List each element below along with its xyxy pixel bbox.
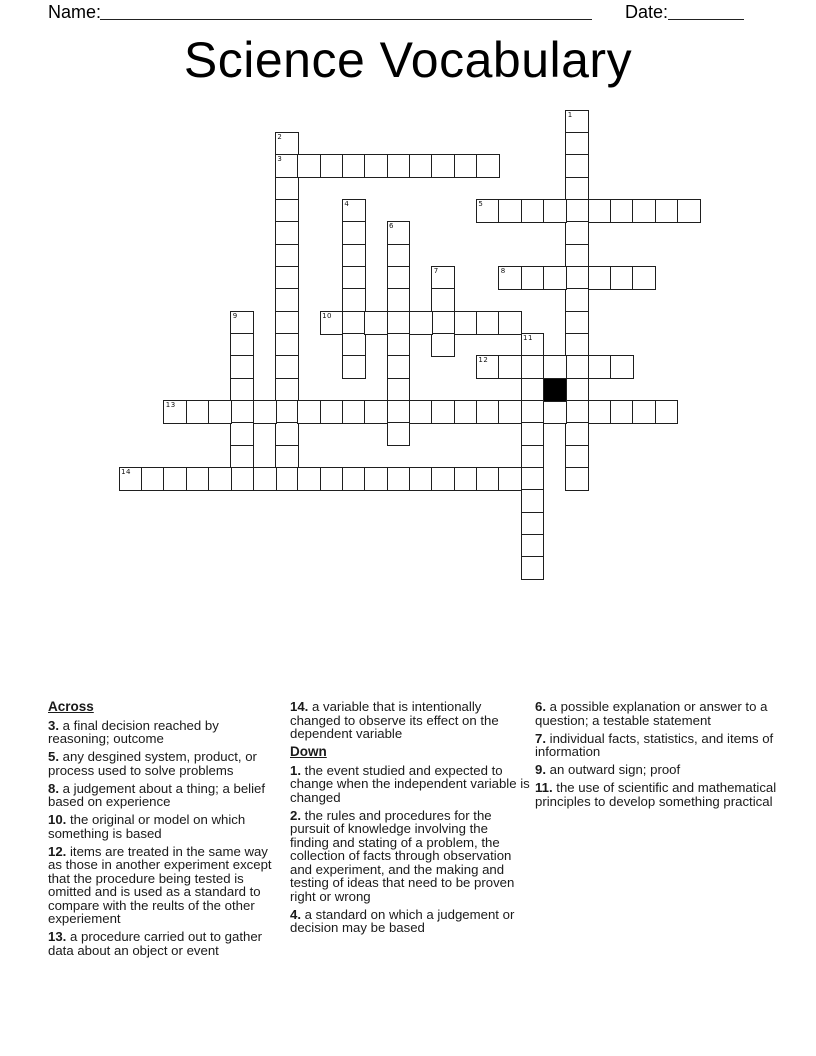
grid-cell[interactable] xyxy=(521,355,545,379)
grid-cell[interactable] xyxy=(476,467,500,491)
grid-cell[interactable] xyxy=(230,333,254,357)
cell-number: 12 xyxy=(478,356,489,365)
grid-cell[interactable] xyxy=(498,355,522,379)
page-title: Science Vocabulary xyxy=(183,32,633,88)
grid-cell[interactable] xyxy=(387,288,411,312)
grid-cell[interactable] xyxy=(565,266,589,290)
grid-cell[interactable] xyxy=(275,355,299,379)
grid-cell[interactable] xyxy=(431,154,455,178)
clue-across-12: 12. items are treated in the same way as those in another experiment except that the procedure being tested is omitted and is used as a standard to compare with the reults of the other experiement xyxy=(48,843,272,926)
grid-cell[interactable] xyxy=(119,467,143,491)
grid-cell[interactable] xyxy=(275,199,299,223)
grid-cell[interactable] xyxy=(521,534,545,558)
grid-cell[interactable] xyxy=(521,556,545,580)
clue-number: 3. xyxy=(48,717,63,733)
date-label: Date: xyxy=(625,2,669,22)
grid-cell[interactable] xyxy=(565,244,589,268)
clue-down-9: 9. an outward sign; proof xyxy=(535,762,681,777)
across-header: Across xyxy=(48,699,94,714)
clue-down-2: 2. the rules and procedures for the pursuit of knowledge involving the finding and stating of a problem, the collection of facts through observation and experiment, and the making and testing of ideas that need to be proven right or wrong xyxy=(290,807,515,904)
clue-number: 10. xyxy=(48,812,70,827)
grid-cell[interactable] xyxy=(275,333,299,357)
clue-across-13: 13. a procedure carried out to gather data about an object or event xyxy=(48,929,263,958)
grid-cell[interactable] xyxy=(364,467,388,491)
grid-cell[interactable] xyxy=(208,467,232,491)
grid-cell[interactable] xyxy=(543,400,567,424)
grid-cell[interactable] xyxy=(186,400,210,424)
clues-column-2 xyxy=(290,700,530,939)
grid-cell[interactable] xyxy=(297,400,321,424)
grid-cell[interactable] xyxy=(409,311,433,335)
clue-number: 13. xyxy=(48,929,70,944)
grid-cell[interactable] xyxy=(409,467,433,491)
grid-cell[interactable] xyxy=(476,400,500,424)
grid-cell[interactable] xyxy=(565,378,589,402)
grid-cell[interactable] xyxy=(342,288,366,312)
cell-number: 9 xyxy=(232,311,238,320)
grid-cell[interactable] xyxy=(521,199,545,223)
clue-number: 12. xyxy=(48,843,70,859)
grid-cell[interactable] xyxy=(387,333,411,357)
cell-number: 11 xyxy=(523,334,533,343)
grid-cell[interactable] xyxy=(387,244,411,268)
grid-cell[interactable] xyxy=(342,355,366,379)
cell-number: 6 xyxy=(389,222,395,231)
cell-number: 13 xyxy=(165,401,176,410)
grid-cell[interactable] xyxy=(230,467,254,491)
clue-down-1: 1. the event studied and expected to change when the independent variable is changed xyxy=(290,762,530,805)
grid-cell[interactable] xyxy=(498,266,522,290)
grid-cell[interactable] xyxy=(476,199,500,223)
grid-cell[interactable] xyxy=(543,199,567,223)
grid-cell[interactable] xyxy=(275,177,299,201)
grid-cell[interactable] xyxy=(387,221,411,245)
grid-cell-black xyxy=(543,378,567,402)
clue-across-3: 3. a final decision reached by reasoning; outcome xyxy=(48,717,219,746)
grid-cell[interactable] xyxy=(565,445,589,469)
clue-number: 7. xyxy=(535,730,550,746)
cell-number: 5 xyxy=(478,200,484,209)
grid-cell[interactable] xyxy=(565,221,589,245)
grid-cell[interactable] xyxy=(565,422,589,446)
grid-cell[interactable] xyxy=(431,266,455,290)
grid-cell[interactable] xyxy=(275,244,299,268)
clue-across-5: 5. any desgined system, product, or process used to solve problems xyxy=(48,749,257,778)
cell-number: 7 xyxy=(433,267,439,276)
grid-cell[interactable] xyxy=(275,378,299,402)
grid-cell[interactable] xyxy=(320,311,344,335)
grid-cell[interactable] xyxy=(387,378,411,402)
grid-cell[interactable] xyxy=(342,221,366,245)
grid-cell[interactable] xyxy=(431,288,455,312)
grid-cell[interactable] xyxy=(342,244,366,268)
clue-down-11: 11. the use of scientific and mathematical principles to develop something practical xyxy=(535,780,777,809)
clue-down-7: 7. individual facts, statistics, and items of information xyxy=(535,730,774,759)
grid-cell[interactable] xyxy=(342,199,366,223)
grid-cell[interactable] xyxy=(521,422,545,446)
grid-cell[interactable] xyxy=(208,400,232,424)
clue-number: 8. xyxy=(48,780,63,796)
clue-number: 14. xyxy=(290,699,312,714)
grid-cell[interactable] xyxy=(521,445,545,469)
grid-cell[interactable] xyxy=(230,400,254,424)
grid-cell[interactable] xyxy=(387,400,411,424)
grid-cell[interactable] xyxy=(431,311,455,335)
grid-cell[interactable] xyxy=(565,311,589,335)
grid-cell[interactable] xyxy=(610,400,634,424)
grid-cell[interactable] xyxy=(543,355,567,379)
grid-cell[interactable] xyxy=(565,400,589,424)
cell-number: 2 xyxy=(277,133,283,142)
grid-cell[interactable] xyxy=(320,154,344,178)
grid-cell[interactable] xyxy=(565,177,589,201)
grid-cell[interactable] xyxy=(275,445,299,469)
grid-cell[interactable] xyxy=(342,154,366,178)
grid-cell[interactable] xyxy=(275,467,299,491)
grid-cell[interactable] xyxy=(632,199,656,223)
grid-cell[interactable] xyxy=(588,355,612,379)
grid-cell[interactable] xyxy=(387,311,411,335)
cell-number: 4 xyxy=(344,200,350,209)
clue-number: 5. xyxy=(48,749,63,764)
cell-number: 10 xyxy=(322,311,332,320)
grid-cell[interactable] xyxy=(275,288,299,312)
grid-cell[interactable] xyxy=(387,355,411,379)
grid-cell[interactable] xyxy=(342,467,366,491)
grid-cell[interactable] xyxy=(141,467,165,491)
clue-number: 9. xyxy=(535,762,550,777)
grid-cell[interactable] xyxy=(364,311,388,335)
grid-cell[interactable] xyxy=(387,467,411,491)
clue-number: 1. xyxy=(290,762,305,778)
grid-cell[interactable] xyxy=(498,199,522,223)
cell-number: 8 xyxy=(500,267,506,276)
grid-cell[interactable] xyxy=(454,400,478,424)
grid-cell[interactable] xyxy=(610,355,634,379)
grid-cell[interactable] xyxy=(632,266,656,290)
grid-cell[interactable] xyxy=(163,467,187,491)
grid-cell[interactable] xyxy=(588,400,612,424)
grid-cell[interactable] xyxy=(498,311,522,335)
down-header: Down xyxy=(290,744,327,759)
grid-cell[interactable] xyxy=(521,489,545,513)
grid-cell[interactable] xyxy=(565,110,589,134)
clue-across-14: 14. a variable that is intentionally changed to observe its effect on the dependent variable xyxy=(290,699,499,741)
grid-cell[interactable] xyxy=(476,154,500,178)
clue-down-4: 4. a standard on which a judgement or decision may be based xyxy=(290,906,515,935)
grid-cell[interactable] xyxy=(521,467,545,491)
clue-number: 11. xyxy=(535,780,557,795)
grid-cell[interactable] xyxy=(521,333,545,357)
grid-cell[interactable] xyxy=(275,132,299,156)
grid-cell[interactable] xyxy=(476,311,500,335)
grid-cell[interactable] xyxy=(275,221,299,245)
grid-cell[interactable] xyxy=(565,288,589,312)
grid-cell[interactable] xyxy=(253,400,277,424)
grid-cell[interactable] xyxy=(543,266,567,290)
grid-cell[interactable] xyxy=(320,400,344,424)
grid-cell[interactable] xyxy=(655,400,679,424)
grid-cell[interactable] xyxy=(454,467,478,491)
grid-cell[interactable] xyxy=(565,199,589,223)
grid-cell[interactable] xyxy=(342,400,366,424)
grid-cell[interactable] xyxy=(409,154,433,178)
grid-cell[interactable] xyxy=(677,199,701,223)
grid-cell[interactable] xyxy=(275,311,299,335)
grid-cell[interactable] xyxy=(186,467,210,491)
grid-cell[interactable] xyxy=(230,311,254,335)
grid-cell[interactable] xyxy=(565,132,589,156)
grid-cell[interactable] xyxy=(230,355,254,379)
clue-number: 4. xyxy=(290,906,305,922)
grid-cell[interactable] xyxy=(320,467,344,491)
clue-number: 6. xyxy=(535,699,550,714)
grid-cell[interactable] xyxy=(454,311,478,335)
grid-cell[interactable] xyxy=(387,154,411,178)
clues-column-1 xyxy=(48,700,281,962)
grid-cell[interactable] xyxy=(364,400,388,424)
grid-cell[interactable] xyxy=(565,333,589,357)
grid-cell[interactable] xyxy=(588,266,612,290)
grid-cell[interactable] xyxy=(521,266,545,290)
grid-cell[interactable] xyxy=(476,355,500,379)
grid-cell[interactable] xyxy=(297,467,321,491)
clues-column-3 xyxy=(535,700,787,813)
grid-cell[interactable] xyxy=(387,422,411,446)
grid-cell[interactable] xyxy=(521,378,545,402)
grid-cell[interactable] xyxy=(342,311,366,335)
grid-cell[interactable] xyxy=(253,467,277,491)
clue-number: 2. xyxy=(290,807,305,823)
grid-cell[interactable] xyxy=(565,154,589,178)
grid-cell[interactable] xyxy=(342,266,366,290)
grid-cell[interactable] xyxy=(387,266,411,290)
grid-cell[interactable] xyxy=(498,467,522,491)
grid-cell[interactable] xyxy=(454,154,478,178)
grid-cell[interactable] xyxy=(230,445,254,469)
grid-cell[interactable] xyxy=(498,400,522,424)
grid-cell[interactable] xyxy=(431,400,455,424)
grid-cell[interactable] xyxy=(364,154,388,178)
clue-across-10: 10. the original or model on which something is based xyxy=(48,812,246,841)
grid-cell[interactable] xyxy=(163,400,187,424)
grid-cell[interactable] xyxy=(342,333,366,357)
grid-cell[interactable] xyxy=(431,333,455,357)
grid-cell[interactable] xyxy=(521,512,545,536)
grid-cell[interactable] xyxy=(565,467,589,491)
cell-number: 14 xyxy=(121,468,132,477)
grid-cell[interactable] xyxy=(275,266,299,290)
grid-cell[interactable] xyxy=(521,400,545,424)
grid-cell[interactable] xyxy=(565,355,589,379)
grid-cell[interactable] xyxy=(588,199,612,223)
grid-cell[interactable] xyxy=(610,199,634,223)
name-label: Name: xyxy=(48,2,102,22)
cell-number: 1 xyxy=(567,110,573,119)
grid-cell[interactable] xyxy=(297,154,321,178)
grid-cell[interactable] xyxy=(610,266,634,290)
grid-cell[interactable] xyxy=(655,199,679,223)
grid-cell[interactable] xyxy=(275,400,299,424)
grid-cell[interactable] xyxy=(409,400,433,424)
clue-across-8: 8. a judgement about a thing; a belief based on experience xyxy=(48,780,266,809)
clue-down-6: 6. a possible explanation or answer to a question; a testable statement xyxy=(535,699,768,728)
cell-number: 3 xyxy=(277,155,283,164)
grid-cell[interactable] xyxy=(230,422,254,446)
grid-cell[interactable] xyxy=(632,400,656,424)
grid-cell[interactable] xyxy=(275,422,299,446)
grid-cell[interactable] xyxy=(275,154,299,178)
grid-cell[interactable] xyxy=(431,467,455,491)
grid-cell[interactable] xyxy=(230,378,254,402)
